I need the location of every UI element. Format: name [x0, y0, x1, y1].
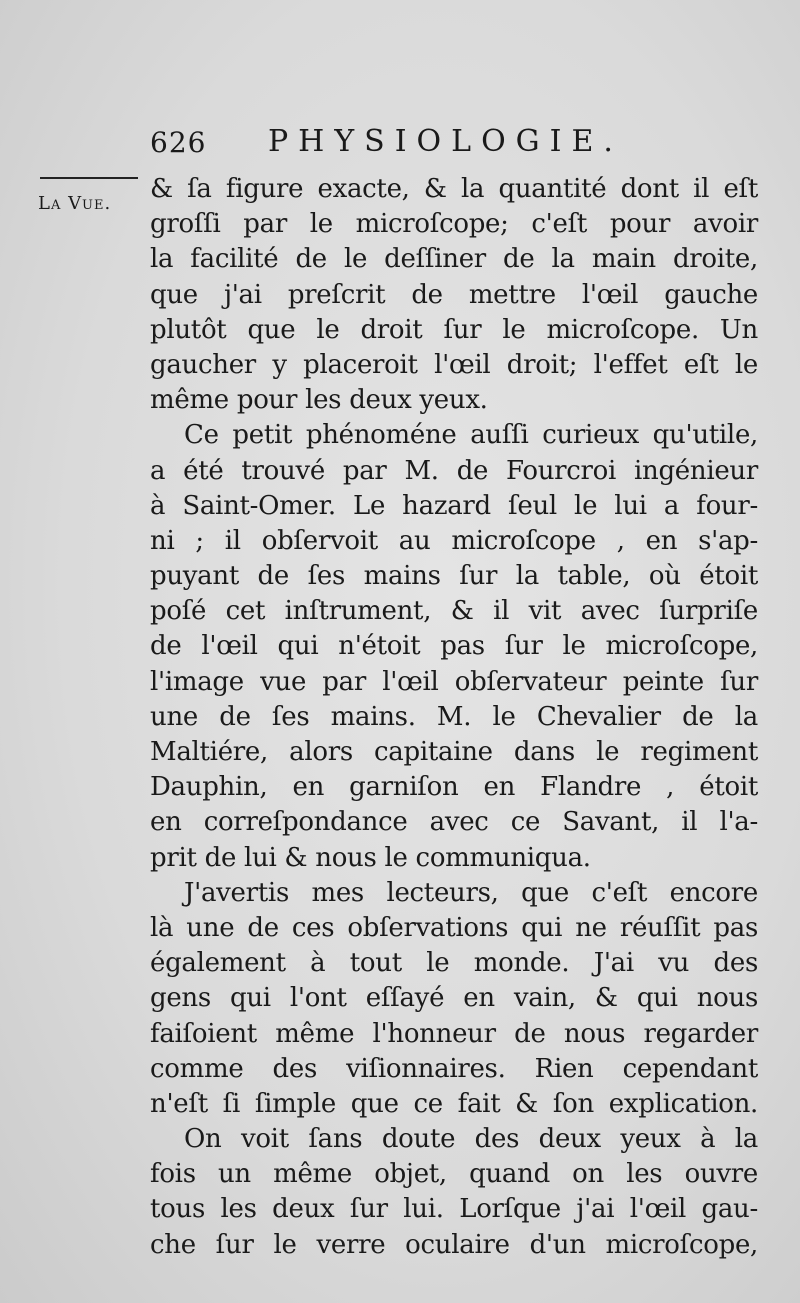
paragraph	[150, 1122, 758, 1263]
text-line: faiſoient même l'honneur de nous regarder	[150, 1018, 758, 1049]
text-line: ni ; il obſervoit au microſcope , en s'ap-	[150, 525, 758, 556]
text-line: gaucher y placeroit l'œil droit; l'effet eſt le	[150, 349, 758, 380]
running-title: PHYSIOLOGIE.	[268, 124, 623, 159]
text-line: groſſi par le microſcope; c'eſt pour avoir	[150, 209, 758, 240]
margin-note: La Vue.	[38, 193, 112, 214]
paragraph	[150, 876, 758, 1122]
page-header	[150, 118, 760, 168]
margin-rule	[40, 177, 138, 179]
text-line: l'image vue par l'œil obſervateur peinte ſur	[150, 666, 758, 697]
text-line: puyant de ſes mains ſur la table, où étoit	[150, 561, 758, 592]
text-line: Dauphin, en garniſon en Flandre , étoit	[150, 772, 758, 803]
text-line: & ſa figure exacte, & la quantité dont il eſt	[150, 174, 758, 204]
text-line: gens qui l'ont eſſayé en vain, & qui nous	[150, 983, 758, 1014]
text-line: plutôt que le droit ſur le microſcope. Un	[150, 314, 758, 345]
text-line: a été trouvé par M. de Fourcroi ingénieur	[150, 455, 758, 486]
text-line: fois un même objet, quand on les ouvre	[150, 1159, 758, 1190]
text-line: la facilité de le deſſiner de la main droite,	[150, 244, 758, 275]
paragraph	[150, 172, 758, 418]
body-text	[150, 172, 758, 1263]
text-line: che ſur le verre oculaire d'un microſcope,	[150, 1229, 758, 1260]
text-line: tous les deux ſur lui. Lorſque j'ai l'œil gau-	[150, 1194, 758, 1225]
text-line: prit de lui & nous le communiqua.	[150, 842, 591, 873]
text-line: également à tout le monde. J'ai vu des	[150, 948, 758, 979]
text-line: n'eſt ſi ſimple que ce fait & ſon explication.	[150, 1088, 758, 1119]
text-line: là une de ces obſervations qui ne réuſſit pas	[150, 912, 758, 943]
paragraph	[150, 418, 758, 875]
text-line: poſé cet inſtrument, & il vit avec ſurpriſe	[150, 596, 758, 627]
page-number: 626	[150, 126, 207, 159]
text-line: de l'œil qui n'étoit pas ſur le microſcope,	[150, 631, 758, 662]
text-line: une de ſes mains. M. le Chevalier de la	[150, 701, 758, 732]
text-line: Ce petit phénoméne auſſi curieux qu'utile,	[184, 420, 758, 451]
text-line: même pour les deux yeux.	[150, 385, 488, 416]
text-line: J'avertis mes lecteurs, que c'eſt encore	[184, 877, 758, 908]
text-line: en correſpondance avec ce Savant, il l'a-	[150, 807, 758, 838]
text-line: à Saint-Omer. Le hazard ſeul le lui a four-	[150, 490, 758, 521]
text-line: Maltiére, alors capitaine dans le regiment	[150, 737, 758, 767]
text-line: que j'ai preſcrit de mettre l'œil gauche	[150, 279, 758, 310]
text-line: On voit ſans doute des deux yeux à la	[184, 1124, 758, 1155]
text-line: comme des viſionnaires. Rien cependant	[150, 1053, 758, 1084]
